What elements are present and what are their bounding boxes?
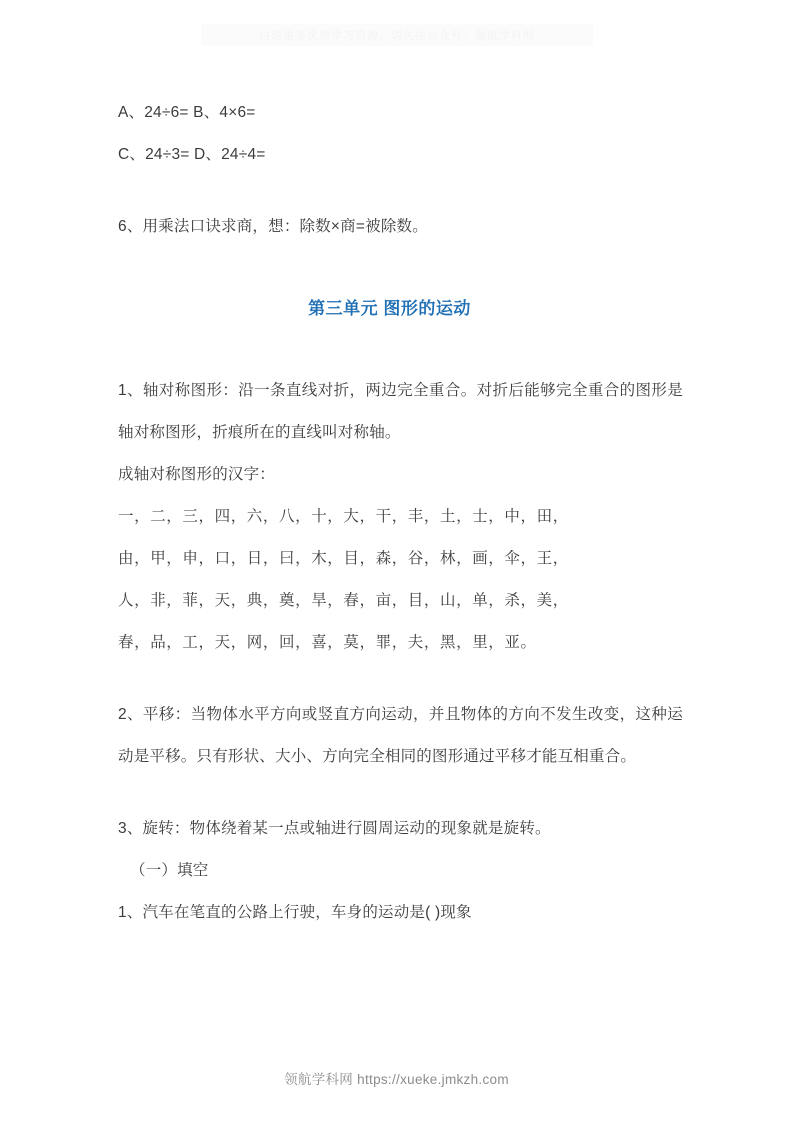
watermark-text: 白送更多优质学习资源，请关注公众号：领航学科网	[259, 30, 535, 42]
item-3-rotation: 3、旋转：物体绕着某一点或轴进行圆周运动的现象就是旋转。	[118, 820, 551, 837]
item-1-axial-symmetry: 1、轴对称图形：沿一条直线对折，两边完全重合。对折后能够完全重合的图形是轴对称图形，折痕所在的直线叫对称轴。	[118, 382, 683, 441]
char-row: 人，非，菲，天，典，奠，旱，春，亩，目，山，单，杀，美，	[118, 592, 569, 609]
item-2-translation: 2、平移：当物体水平方向或竖直方向运动，并且物体的方向不发生改变，这种运动是平移。只有形状、大小、方向完全相同的图形通过平移才能互相重合。	[118, 706, 683, 765]
item-6: 6、用乘法口诀求商，想：除数×商=被除数。	[118, 218, 428, 235]
section-fill-blank: （一）填空	[130, 862, 209, 879]
char-row: 春，品，工，天，网，回，喜，莫，罪，夫，黑，里，亚。	[118, 634, 537, 651]
spacer	[118, 324, 683, 370]
document-content	[118, 92, 683, 934]
char-row: 由，甲，申，口，日，曰，木，目，森，谷，林，画，伞，王，	[118, 550, 569, 567]
fill-blank-question-1: 1、汽车在笔直的公路上行驶，车身的运动是( )现象	[118, 904, 472, 921]
unit-heading: 第三单元 图形的运动	[308, 299, 471, 318]
choice-line-2: C、24÷3= D、24÷4=	[118, 146, 266, 163]
spacer	[118, 176, 683, 206]
spacer	[118, 778, 683, 808]
choice-line-1: A、24÷6= B、4×6=	[118, 104, 256, 121]
char-list-intro: 成轴对称图形的汉字：	[118, 466, 276, 483]
watermark-banner	[201, 24, 593, 46]
spacer	[118, 664, 683, 694]
spacer	[118, 248, 683, 294]
char-row: 一，二，三，四，六，八，十，大，干，丰，土，士，中，田，	[118, 508, 569, 525]
page-footer: 领航学科网 https://xueke.jmkzh.com	[284, 1072, 509, 1087]
